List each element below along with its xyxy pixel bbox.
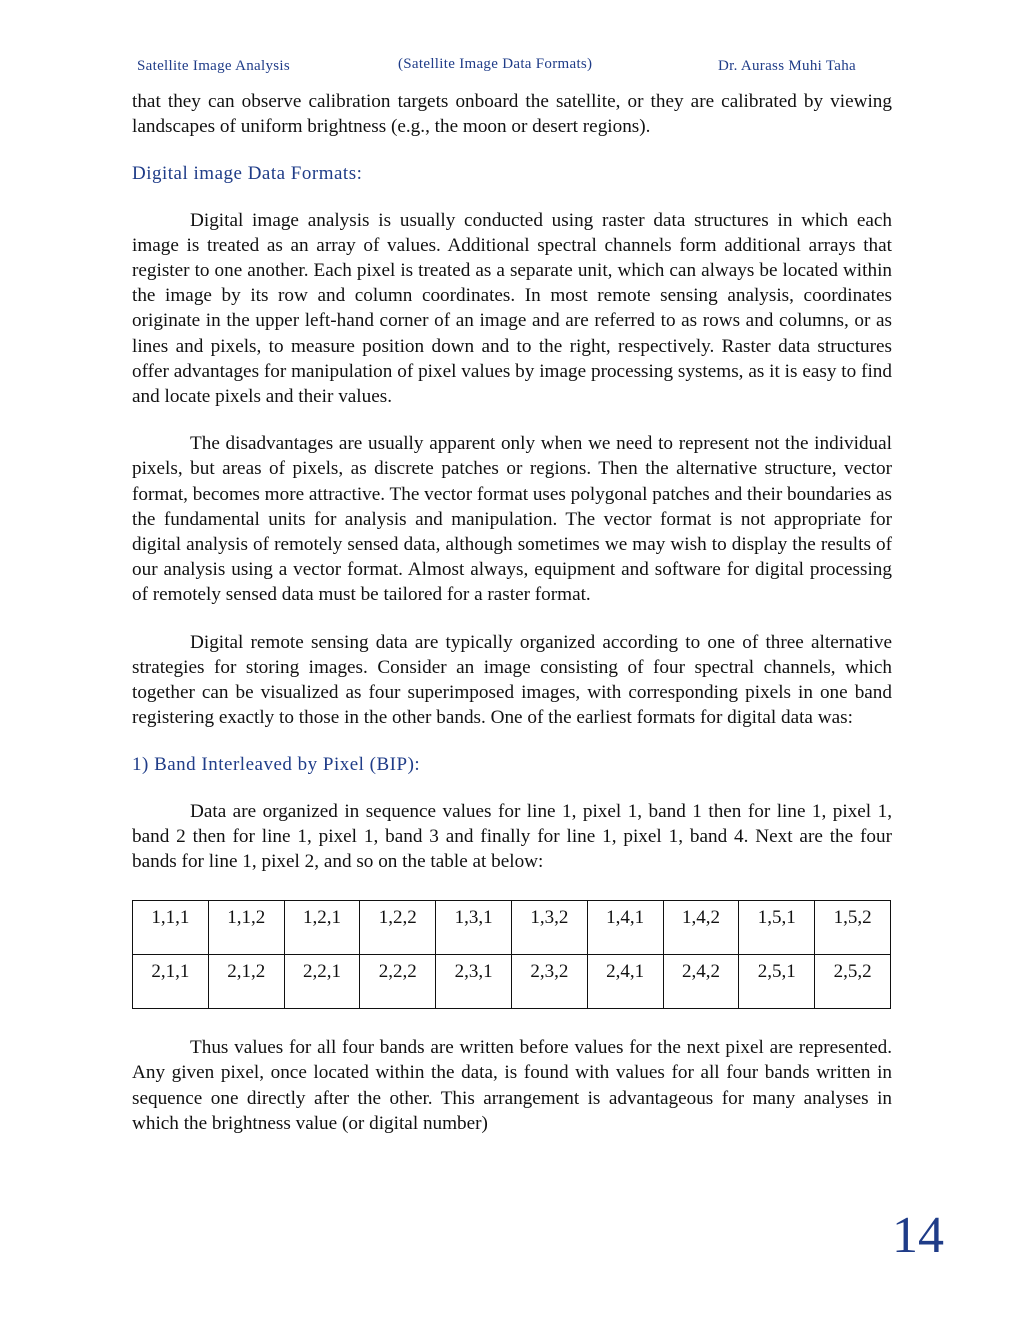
table-cell: 1,5,2 — [815, 901, 891, 955]
table-cell: 1,4,2 — [663, 901, 739, 955]
table-cell: 2,5,2 — [815, 955, 891, 1009]
page-body — [132, 89, 892, 1136]
table-cell: 2,3,2 — [511, 955, 587, 1009]
bip-table — [132, 900, 891, 1009]
table-cell: 2,5,1 — [739, 955, 815, 1009]
header-chapter-title: (Satellite Image Data Formats) — [398, 56, 593, 72]
table-cell: 1,2,1 — [284, 901, 360, 955]
table-cell: 1,2,2 — [360, 901, 436, 955]
paragraph-bip-advantages: Thus values for all four bands are written before values for the next pixel are represented. Any given pixel, once located within the data, is found with values for all four bands written in sequence one directly after the other. This arrangement is advantageous for many analyses in which the brightness value (or digital number) — [132, 1037, 892, 1134]
table-cell: 2,2,2 — [360, 955, 436, 1009]
table-cell: 2,4,1 — [587, 955, 663, 1009]
table-cell: 1,4,1 — [587, 901, 663, 955]
page-header — [0, 56, 1024, 80]
table-cell: 2,1,1 — [133, 955, 209, 1009]
page-number: 14 — [892, 1207, 944, 1264]
section-heading-data-formats: Digital image Data Formats: — [132, 163, 363, 185]
header-course-title: Satellite Image Analysis — [137, 58, 291, 74]
table-cell: 1,5,1 — [739, 901, 815, 955]
table-cell: 2,2,1 — [284, 955, 360, 1009]
table-row — [133, 901, 891, 955]
table-cell: 2,1,2 — [208, 955, 284, 1009]
table-cell: 2,4,2 — [663, 955, 739, 1009]
paragraph-bip-description: Data are organized in sequence values for line 1, pixel 1, band 1 then for line 1, pixel 1, band 2 then for line 1, pixel 1, band 3 and finally for line 1, pixel 1, band 4. Next are the four bands for line 1, pixel 2, and so on the table at below: — [132, 800, 892, 873]
header-author: Dr. Aurass Muhi Taha — [718, 58, 856, 74]
table-cell: 1,3,2 — [511, 901, 587, 955]
paragraph-continuation: that they can observe calibration targets onboard the satellite, or they are calibrated by viewing landscapes of uniform brightness (e.g., the moon or desert regions). — [132, 91, 892, 138]
table-cell: 1,3,1 — [436, 901, 512, 955]
paragraph-storage-strategies: Digital remote sensing data are typically organized according to one of three alternative strategies for storing images. Consider an image consisting of four spectral channels, which together can be visualized as four superimposed images, with corresponding pixels in one band registering exactly to those in the other bands. One of the earliest formats for digital data was: — [132, 631, 892, 729]
paragraph-raster-structures: Digital image analysis is usually conducted using raster data structures in which each image is treated as an array of values. Additional spectral channels form additional arrays that register to one another. Each pixel is treated as a separate unit, which can always be located within the image by its row and column coordinates. In most remote sensing analysis, coordinates originate in the upper left-hand corner of an image and are referred to as rows and columns, or as lines and pixels, to measure position down and to the right, respectively. Raster data structures offer advantages for manipulation of pixel values by image processing systems, as it is easy to find and locate pixels and their values. — [132, 209, 892, 408]
table-row — [133, 955, 891, 1009]
table-cell: 2,3,1 — [436, 955, 512, 1009]
table-cell: 1,1,2 — [208, 901, 284, 955]
table-cell: 1,1,1 — [133, 901, 209, 955]
paragraph-vector-format: The disadvantages are usually apparent only when we need to represent not the individual pixels, but areas of pixels, as discrete patches or regions. Then the alternative structure, vector format, becomes more attractive. The vector format uses polygonal patches and their boundaries as the fundamental units for analysis and manipulation. The vector format is not appropriate for digital analysis of remotely sensed data, although sometimes we may wish to display the results of our analysis using a vector format. Almost always, equipment and software for digital processing of remotely sensed data must be tailored for a raster format. — [132, 433, 892, 606]
section-heading-bip: 1) Band Interleaved by Pixel (BIP): — [132, 754, 421, 776]
